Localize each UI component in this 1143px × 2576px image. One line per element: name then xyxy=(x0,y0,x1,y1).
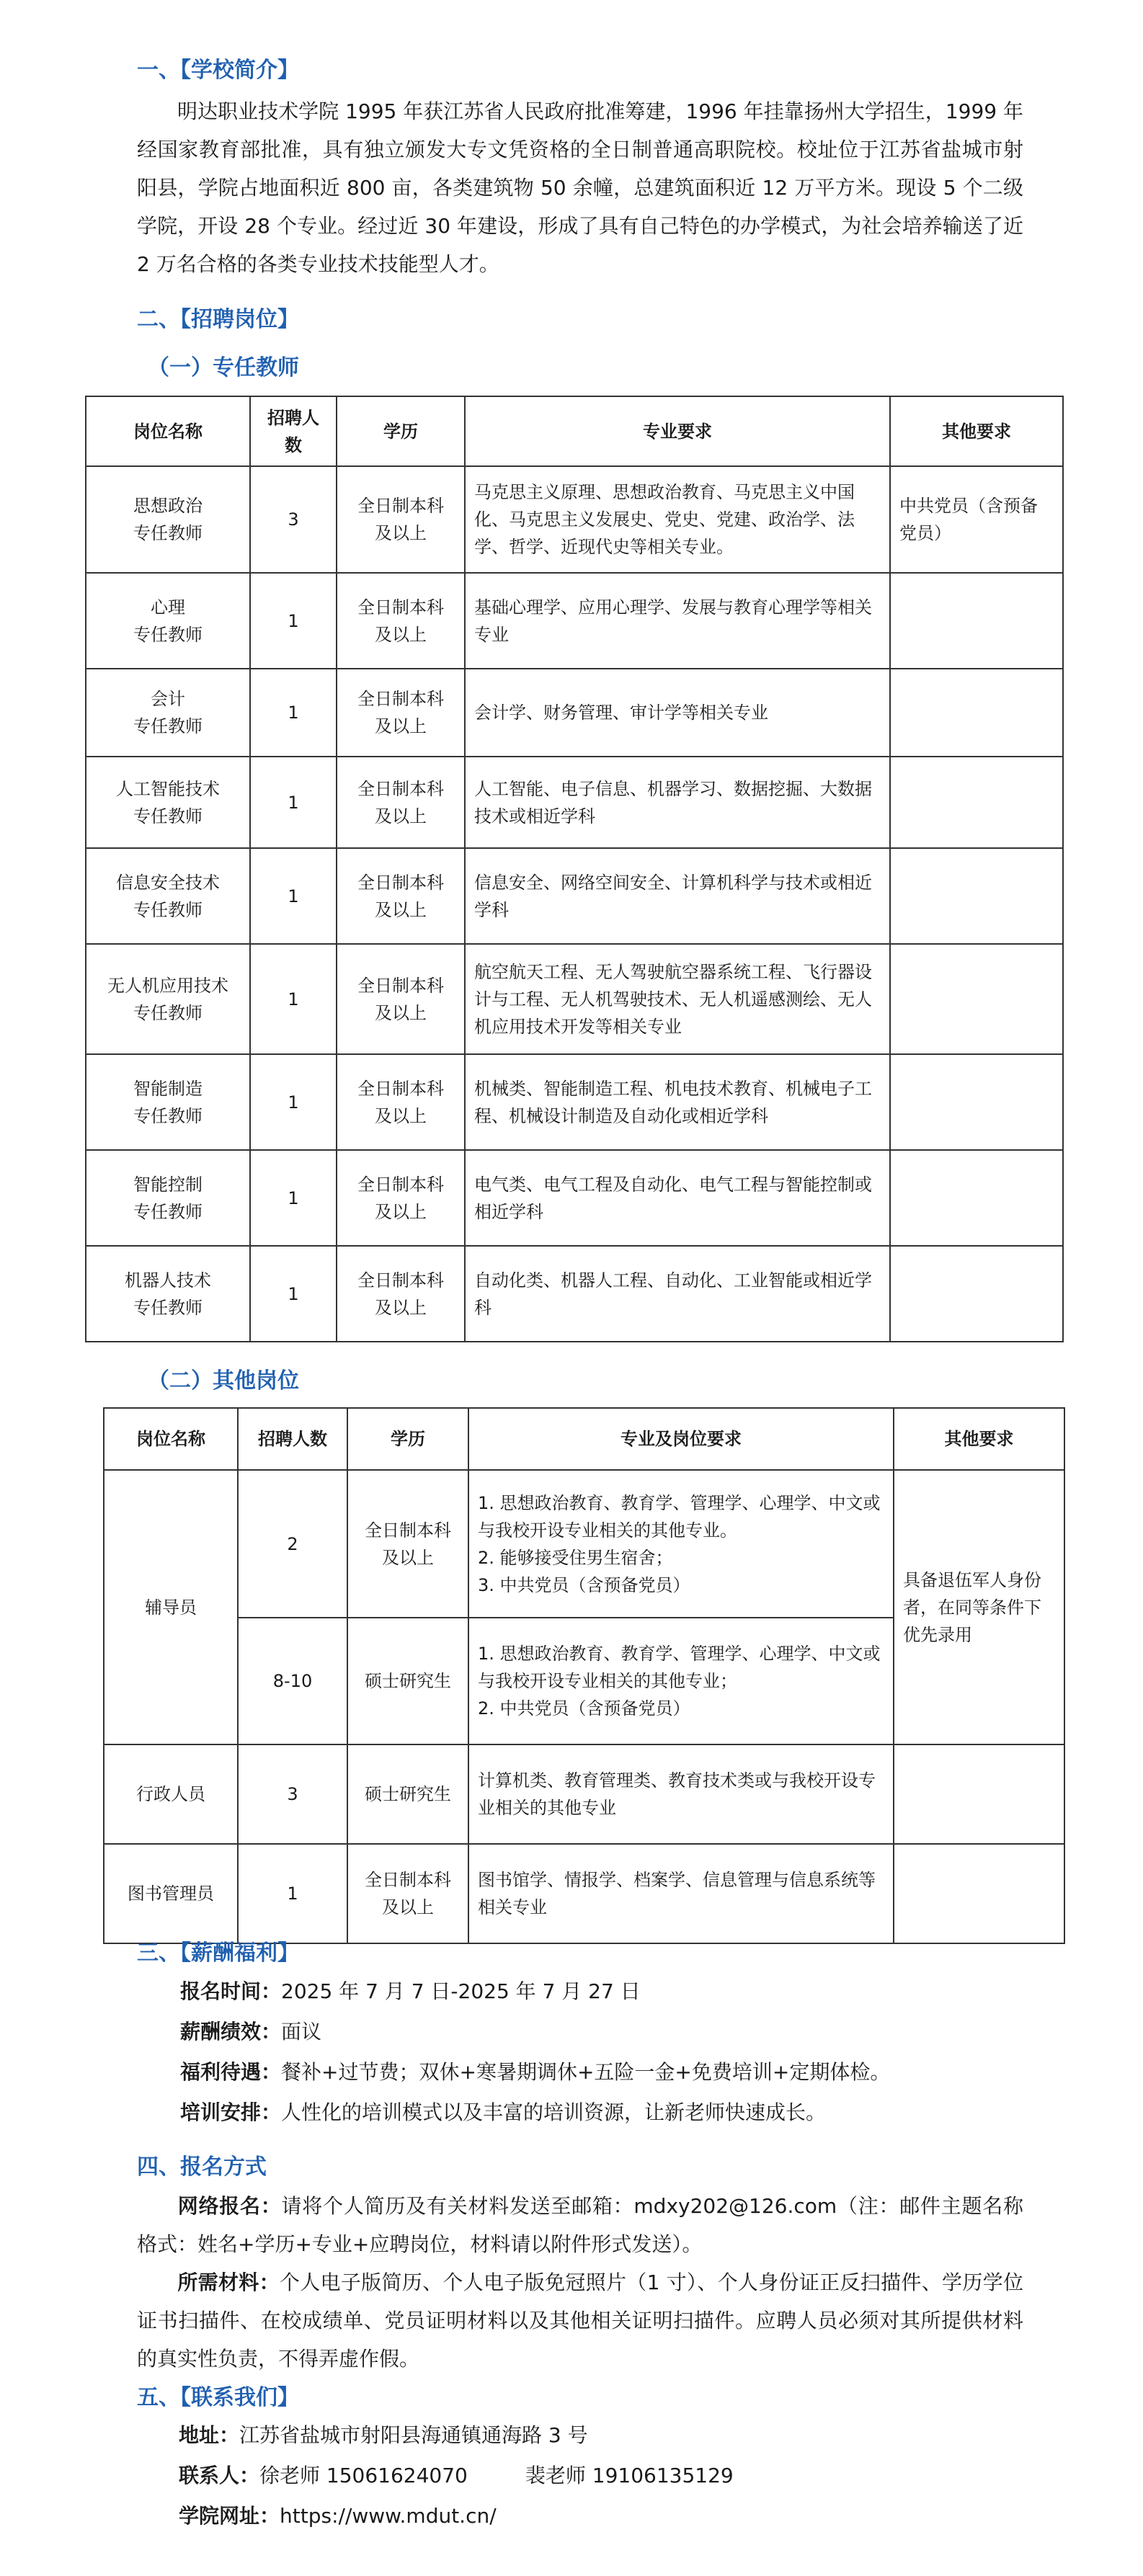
cell-position: 人工智能技术 专任教师 xyxy=(86,757,250,848)
cell-education: 全日制本科 及以上 xyxy=(337,757,465,848)
cell-count: 8-10 xyxy=(238,1618,347,1744)
cell-other xyxy=(890,573,1063,669)
table-row xyxy=(86,944,1063,1054)
cell-position: 智能控制 专任教师 xyxy=(86,1150,250,1246)
cell-other: 具备退伍军人身份者，在同等条件下优先录用 xyxy=(894,1470,1064,1744)
other-positions-table xyxy=(103,1407,1065,1944)
intro-text: 明达职业技术学院 1995 年获江苏省人民政府批准筹建，1996 年挂靠扬州大学招生，1999 年经国家教育部批准，具有独立颁发大专文凭资格的全日制普通高职院校。校址位于江苏省盐城市射阳县，学院占地面积近 800 亩，各类建筑物 50 余幢，总建筑面积近 12 万平方米。现设 5 个二级学院，开设 28 个专业。经过近 30 年建设，形成了具有自己特色的办学模式，为社会培养输送了近 2 万名合格的各类专业技术技能型人才。 xyxy=(137,99,1023,276)
table-row xyxy=(86,669,1063,757)
table-row xyxy=(86,848,1063,944)
cell-count: 2 xyxy=(238,1470,347,1618)
cell-major: 电气类、电气工程及自动化、电气工程与智能控制或相近学科 xyxy=(465,1150,890,1246)
cell-other xyxy=(890,1246,1063,1342)
col-header-other: 其他要求 xyxy=(890,396,1063,466)
table-row xyxy=(86,1246,1063,1342)
cell-position: 图书管理员 xyxy=(104,1844,238,1943)
teacher-positions-table xyxy=(85,396,1064,1342)
cell-position: 信息安全技术 专任教师 xyxy=(86,848,250,944)
cell-education: 硕士研究生 xyxy=(347,1744,468,1844)
table-row xyxy=(104,1844,1064,1943)
cell-count: 3 xyxy=(238,1744,347,1844)
cell-other: 中共党员（含预备党员） xyxy=(890,466,1063,573)
table-row xyxy=(86,1150,1063,1246)
section-title-positions: 二、【招聘岗位】 xyxy=(137,307,299,332)
cell-other xyxy=(890,1054,1063,1150)
apply-online: 网络报名：请将个人简历及有关材料发送至邮箱：mdxy202@126.com（注：邮件主题名称格式：姓名+学历+专业+应聘岗位，材料请以附件形式发送）。 xyxy=(137,2194,1023,2256)
salary-time: 报名时间：2025 年 7 月 7 日-2025 年 7 月 27 日 xyxy=(180,1979,641,2003)
table-header-row xyxy=(86,396,1063,466)
col-header-position: 岗位名称 xyxy=(104,1408,238,1470)
cell-major: 基础心理学、应用心理学、发展与教育心理学等相关专业 xyxy=(465,573,890,669)
cell-major: 信息安全、网络空间安全、计算机科学与技术或相近学科 xyxy=(465,848,890,944)
cell-major: 自动化类、机器人工程、自动化、工业智能或相近学科 xyxy=(465,1246,890,1342)
cell-position: 智能制造 专任教师 xyxy=(86,1054,250,1150)
cell-count: 1 xyxy=(250,1150,337,1246)
cell-position: 思想政治 专任教师 xyxy=(86,466,250,573)
cell-requirements: 图书馆学、情报学、档案学、信息管理与信息系统等相关专业 xyxy=(468,1844,894,1943)
subsection-title-teachers: （一）专任教师 xyxy=(148,355,299,380)
cell-count: 1 xyxy=(250,573,337,669)
cell-other xyxy=(894,1744,1064,1844)
cell-education: 全日制本科 及以上 xyxy=(337,1246,465,1342)
cell-requirements: 1. 思想政治教育、教育学、管理学、心理学、中文或与我校开设专业相关的其他专业。 2. 能够接受住男生宿舍； 3. 中共党员（含预备党员） xyxy=(468,1470,894,1618)
subsection-title-other: （二）其他岗位 xyxy=(148,1368,299,1394)
cell-other xyxy=(890,848,1063,944)
contact-website: 学院网址：https://www.mdut.cn/ xyxy=(179,2504,497,2528)
cell-education: 全日制本科 及以上 xyxy=(347,1844,468,1943)
cell-other xyxy=(890,757,1063,848)
col-header-other: 其他要求 xyxy=(894,1408,1064,1470)
section-title-salary: 三、【薪酬福利】 xyxy=(137,1940,299,1966)
cell-requirements: 计算机类、教育管理类、教育技术类或与我校开设专业相关的其他专业 xyxy=(468,1744,894,1844)
cell-education: 硕士研究生 xyxy=(347,1618,468,1744)
cell-requirements: 1. 思想政治教育、教育学、管理学、心理学、中文或与我校开设专业相关的其他专业； 2. 中共党员（含预备党员） xyxy=(468,1618,894,1744)
cell-count: 1 xyxy=(238,1844,347,1943)
cell-count: 1 xyxy=(250,757,337,848)
col-header-education: 学历 xyxy=(347,1408,468,1470)
salary-pay: 薪酬绩效：面议 xyxy=(180,2020,322,2044)
cell-position: 心理 专任教师 xyxy=(86,573,250,669)
cell-other xyxy=(894,1844,1064,1943)
cell-major: 会计学、财务管理、审计学等相关专业 xyxy=(465,669,890,757)
section-title-intro: 一、【学校简介】 xyxy=(137,58,299,83)
cell-education: 全日制本科 及以上 xyxy=(337,1054,465,1150)
col-header-count: 招聘人数 xyxy=(250,396,337,466)
cell-major: 马克思主义原理、思想政治教育、马克思主义中国化、马克思主义发展史、党史、党建、政治学、法学、哲学、近现代史等相关专业。 xyxy=(465,466,890,573)
col-header-position: 岗位名称 xyxy=(86,396,250,466)
col-header-count: 招聘人数 xyxy=(238,1408,347,1470)
cell-count: 1 xyxy=(250,848,337,944)
col-header-major: 专业要求 xyxy=(465,396,890,466)
table-row xyxy=(104,1470,1064,1618)
cell-major: 人工智能、电子信息、机器学习、数据挖掘、大数据技术或相近学科 xyxy=(465,757,890,848)
contact-address: 地址：江苏省盐城市射阳县海通镇通海路 3 号 xyxy=(179,2423,588,2447)
cell-count: 1 xyxy=(250,944,337,1054)
col-header-education: 学历 xyxy=(337,396,465,466)
salary-welfare: 福利待遇：餐补+过节费；双休+寒暑期调休+五险一金+免费培训+定期体检。 xyxy=(180,2060,891,2084)
cell-position: 机器人技术 专任教师 xyxy=(86,1246,250,1342)
section-title-contact: 五、【联系我们】 xyxy=(137,2385,299,2410)
cell-position: 会计 专任教师 xyxy=(86,669,250,757)
cell-other xyxy=(890,944,1063,1054)
cell-count: 1 xyxy=(250,1054,337,1150)
cell-education: 全日制本科 及以上 xyxy=(337,944,465,1054)
table-row xyxy=(86,757,1063,848)
cell-position: 无人机应用技术 专任教师 xyxy=(86,944,250,1054)
cell-education: 全日制本科 及以上 xyxy=(337,848,465,944)
website-link[interactable]: https://www.mdut.cn/ xyxy=(280,2504,497,2528)
table-row xyxy=(86,573,1063,669)
cell-other xyxy=(890,669,1063,757)
cell-education: 全日制本科 及以上 xyxy=(347,1470,468,1618)
table-header-row xyxy=(104,1408,1064,1470)
cell-education: 全日制本科 及以上 xyxy=(337,669,465,757)
table-row xyxy=(86,466,1063,573)
cell-count: 1 xyxy=(250,669,337,757)
cell-education: 全日制本科 及以上 xyxy=(337,573,465,669)
cell-education: 全日制本科 及以上 xyxy=(337,1150,465,1246)
section-title-apply: 四、报名方式 xyxy=(137,2154,267,2180)
table-row xyxy=(86,1054,1063,1150)
cell-position: 行政人员 xyxy=(104,1744,238,1844)
contact-persons: 联系人：徐老师 15061624070 裴老师 19106135129 xyxy=(179,2464,734,2487)
table-row xyxy=(104,1744,1064,1844)
cell-major: 机械类、智能制造工程、机电技术教育、机械电子工程、机械设计制造及自动化或相近学科 xyxy=(465,1054,890,1150)
apply-materials: 所需材料：个人电子版简历、个人电子版免冠照片（1 寸）、个人身份证正反扫描件、学历学位证书扫描件、在校成绩单、党员证明材料以及其他相关证明扫描件。应聘人员必须对其所提供材料的真实性负责，不得弄虚作假。 xyxy=(137,2270,1023,2371)
cell-position: 辅导员 xyxy=(104,1470,238,1744)
intro-paragraph xyxy=(137,92,1023,283)
cell-education: 全日制本科 及以上 xyxy=(337,466,465,573)
cell-other xyxy=(890,1150,1063,1246)
cell-count: 1 xyxy=(250,1246,337,1342)
cell-major: 航空航天工程、无人驾驶航空器系统工程、飞行器设计与工程、无人机驾驶技术、无人机遥感测绘、无人机应用技术开发等相关专业 xyxy=(465,944,890,1054)
salary-training: 培训安排：人性化的培训模式以及丰富的培训资源，让新老师快速成长。 xyxy=(180,2100,827,2124)
col-header-requirements: 专业及岗位要求 xyxy=(468,1408,894,1470)
cell-count: 3 xyxy=(250,466,337,573)
